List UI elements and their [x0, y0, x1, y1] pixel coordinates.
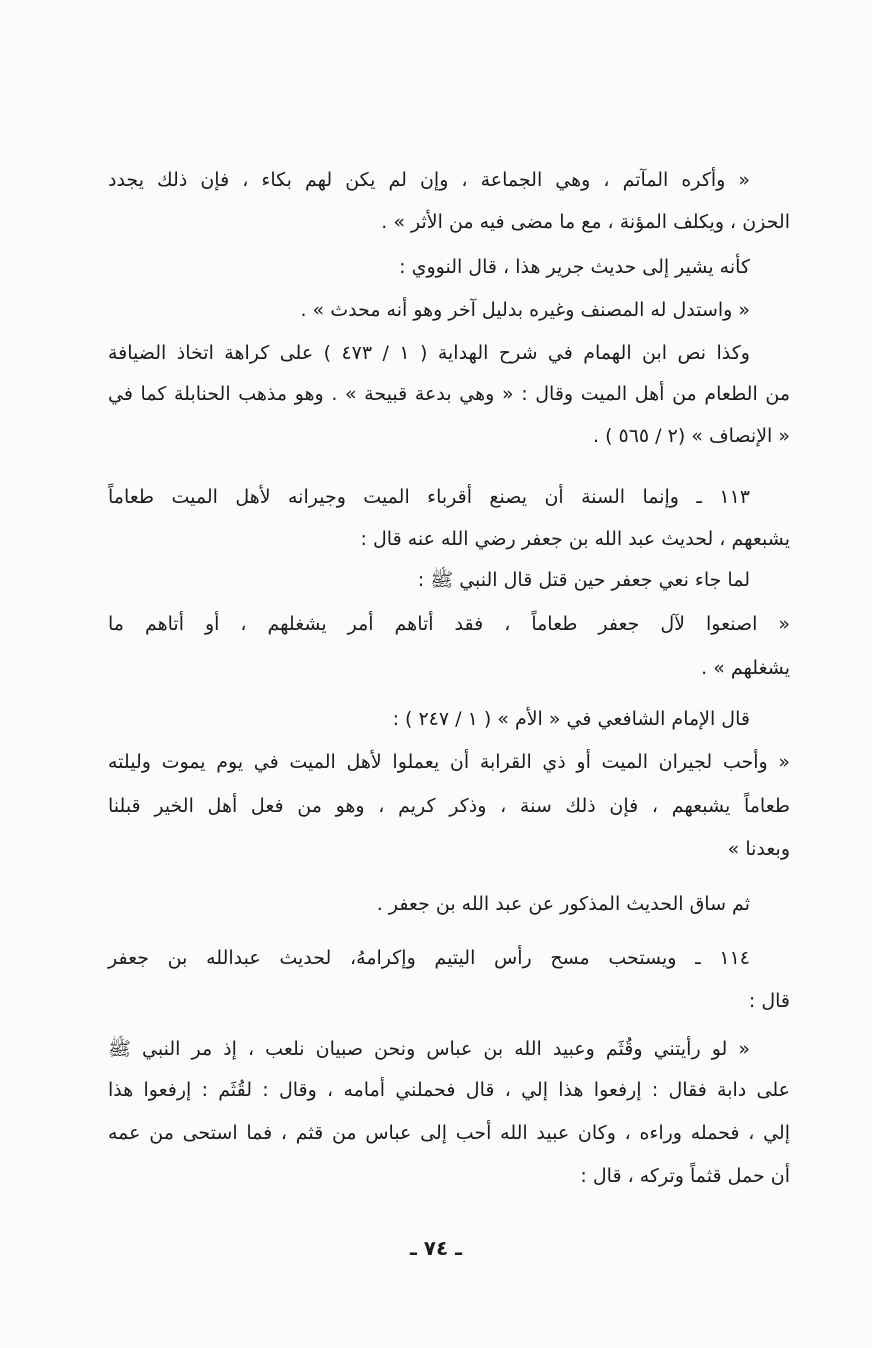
text-line: من الطعام من أهل الميت وقال : « وهي بدعة قبيحة » . وهو مذهب الحنابلة كما في [108, 383, 790, 405]
text-line: قال الإمام الشافعي في « الأم » ( ١ / ٢٤٧ ) : [392, 708, 750, 730]
text-line: وبعدنا » [727, 838, 790, 860]
text-line: طعاماً يشبعهم ، فإن ذلك سنة ، وذكر كريم ، وهو من فعل أهل الخير قبلنا [108, 795, 790, 817]
text-line: « لو رأيتني وقُثَم وعبيد الله بن عباس ونحن صبيان نلعب ، إذ مر النبي ﷺ [108, 1038, 750, 1060]
text-line: على دابة فقال : إرفعوا هذا إلي ، قال فحملني أمامه ، وقال : لقُثَم : إرفعوا هذا [108, 1079, 790, 1101]
text-line: « واستدل له المصنف وغيره بدليل آخر وهو أنه محدث » . [300, 299, 750, 321]
text-line: « اصنعوا لآل جعفر طعاماً ، فقد أتاهم أمر يشغلهم ، أو أتاهم ما [108, 613, 790, 635]
page-number: ـ ٧٤ ـ [409, 1236, 463, 1260]
text-line: أن حمل قثماً وتركه ، قال : [580, 1165, 790, 1187]
text-line: قال : [748, 990, 790, 1012]
paragraph-114-start: ١١٤ ـ ويستحب مسح رأس اليتيم وإكرامهُ، لحديث عبدالله بن جعفر [108, 947, 750, 969]
text-line: لما جاء نعي جعفر حين قتل قال النبي ﷺ : [417, 569, 750, 591]
text-line: كأنه يشير إلى حديث جرير هذا ، قال النووي : [399, 256, 750, 278]
text-line: « وأحب لجيران الميت أو ذي القرابة أن يعملوا لأهل الميت في يوم يموت وليلته [108, 751, 790, 773]
text-line: يشغلهم » . [701, 657, 790, 679]
text-line: « الإنصاف » (٢ / ٥٦٥ ) . [592, 425, 790, 447]
text-line: وكذا نص ابن الهمام في شرح الهداية ( ١ / ٤٧٣ ) على كراهة اتخاذ الضيافة [108, 342, 750, 364]
text-line: إلي ، فحمله وراءه ، وكان عبيد الله أحب إلى عباس من قثم ، فما استحى من عمه [108, 1122, 790, 1144]
text-line: « وأكره المآتم ، وهي الجماعة ، وإن لم يكن لهم بكاء ، فإن ذلك يجدد [108, 169, 750, 191]
paragraph-113-start: ١١٣ ـ وإنما السنة أن يصنع أقرباء الميت وجيرانه لأهل الميت طعاماً [108, 486, 750, 508]
text-line: ثم ساق الحديث المذكور عن عبد الله بن جعفر . [376, 893, 750, 915]
text-line: يشبعهم ، لحديث عبد الله بن جعفر رضي الله عنه قال : [360, 528, 790, 550]
text-line: الحزن ، ويكلف المؤنة ، مع ما مضى فيه من الأثر » . [381, 211, 790, 233]
